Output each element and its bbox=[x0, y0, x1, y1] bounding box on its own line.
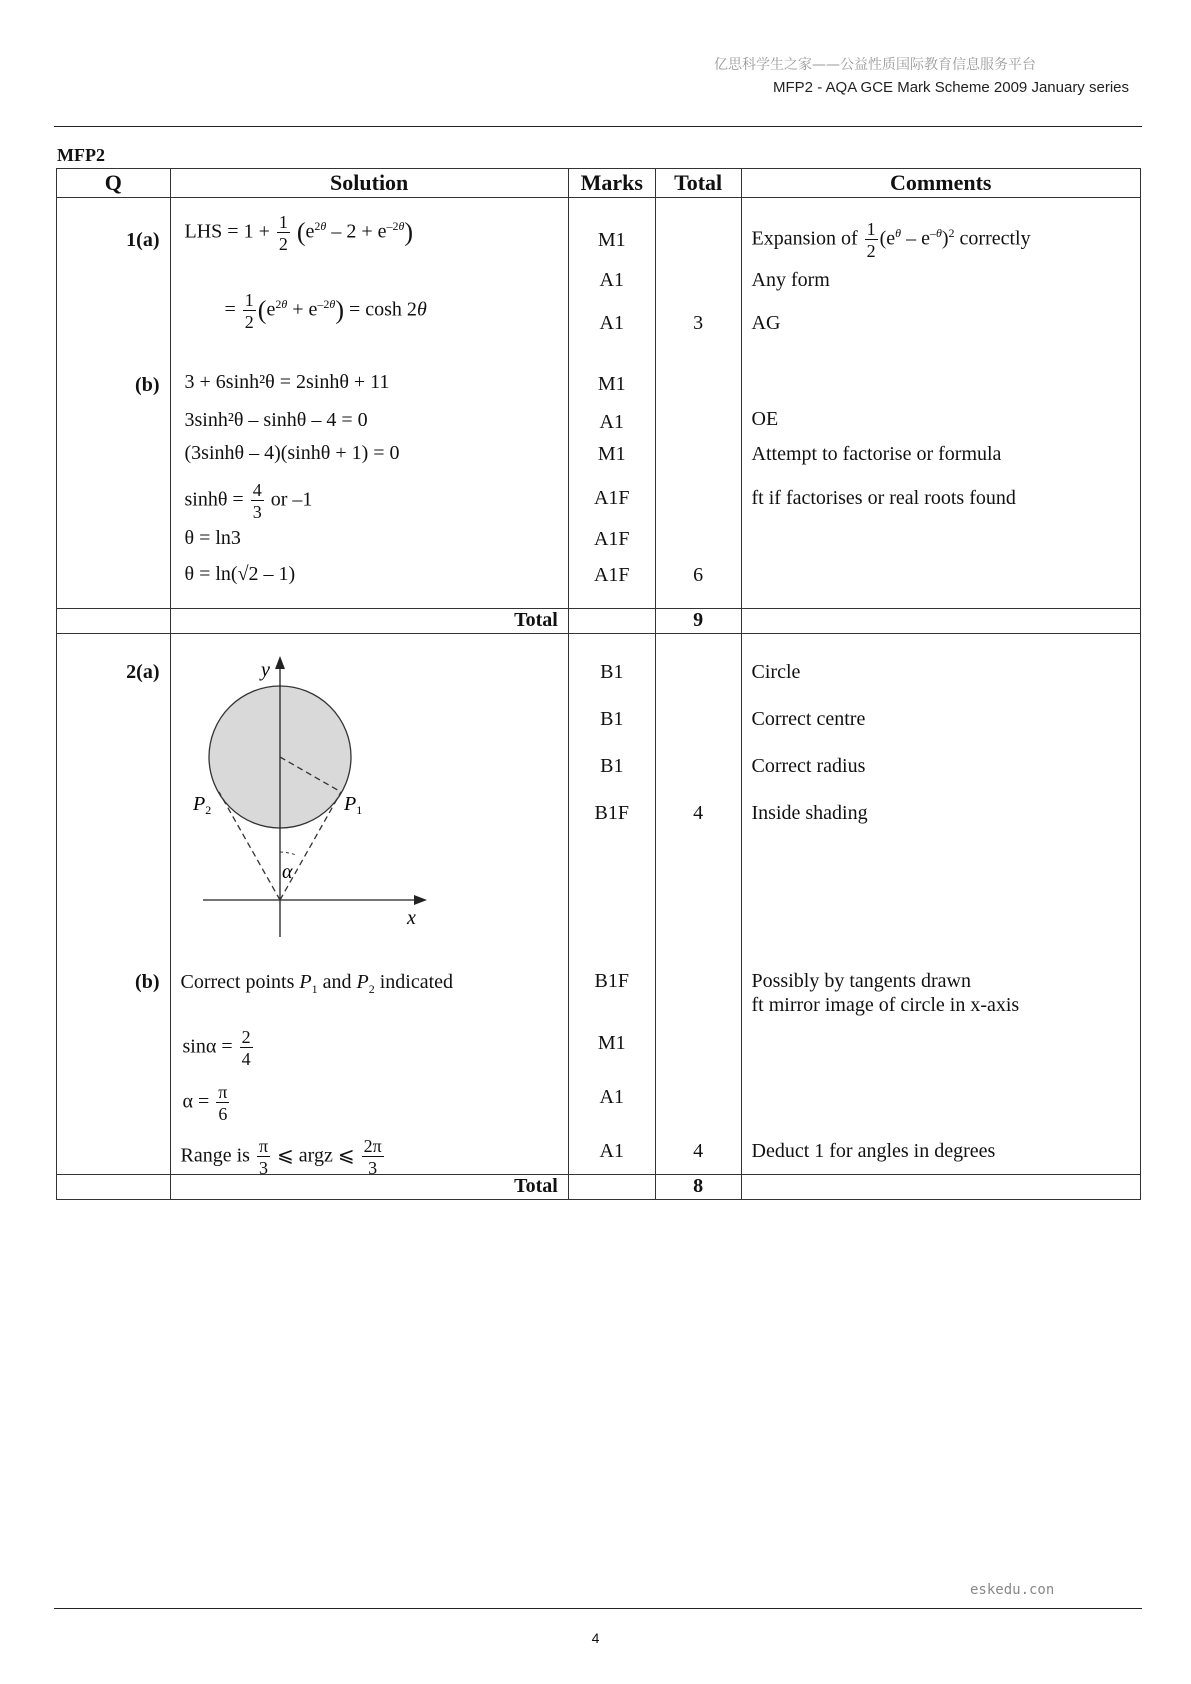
q1-total-value: 9 bbox=[655, 609, 741, 634]
comment: Attempt to factorise or formula bbox=[751, 443, 1002, 465]
header-total: Total bbox=[655, 169, 741, 198]
q2-solution-cell bbox=[170, 634, 568, 1178]
q1-label-cell bbox=[57, 198, 171, 609]
empty-cell bbox=[57, 1175, 171, 1200]
mark: B1 bbox=[600, 708, 624, 730]
q2a-total: 4 bbox=[693, 802, 704, 824]
y-axis-label: y bbox=[260, 659, 270, 681]
q2-marks-cell bbox=[568, 634, 655, 1175]
empty-cell bbox=[568, 1175, 655, 1200]
mark: A1 bbox=[599, 1140, 624, 1162]
header-marks: Marks bbox=[568, 169, 655, 198]
p2-label: $P_2$ bbox=[192, 793, 211, 817]
q1-comments-cell bbox=[741, 198, 1140, 609]
footer-site: eskedu.con bbox=[970, 1582, 1055, 1598]
argand-diagram bbox=[179, 652, 439, 952]
mark: A1F bbox=[593, 528, 630, 550]
mark: B1 bbox=[600, 755, 624, 777]
mark: A1 bbox=[599, 269, 624, 291]
comment: Possibly by tangents drawn bbox=[751, 970, 971, 992]
empty-cell bbox=[57, 609, 171, 634]
q1a-line2: = $\frac{1}{2}$ $(e^{2\theta} + e^{-2\theta}) = \cosh 2\theta$ bbox=[224, 290, 427, 332]
q1-solution-cell bbox=[170, 198, 568, 609]
comment: Inside shading bbox=[751, 802, 868, 824]
table-row-q1 bbox=[57, 198, 1141, 609]
header-site-name: 亿思科学生之家——公益性质国际教育信息服务平台 bbox=[714, 57, 1036, 73]
comment: Any form bbox=[751, 269, 830, 291]
comment: AG bbox=[751, 312, 781, 334]
mark: A1F bbox=[593, 487, 630, 509]
x-axis-arrow bbox=[414, 895, 427, 905]
table-row-q2 bbox=[57, 634, 1141, 1175]
q1a-label: 1(a) bbox=[126, 229, 160, 251]
q1-marks-cell bbox=[568, 198, 655, 609]
p1-label: $P_1$ bbox=[343, 793, 362, 817]
half-fraction: $\frac{1}{2}$ bbox=[278, 212, 288, 254]
q1a-lhs-prefix: LHS = 1 + bbox=[184, 220, 270, 243]
header-solution: Solution bbox=[170, 169, 568, 198]
mark: M1 bbox=[597, 229, 626, 251]
q2a-label: 2(a) bbox=[126, 661, 160, 683]
x-axis-label: x bbox=[406, 907, 416, 929]
q1b-line3: (3sinhθ – 4)(sinhθ + 1) = 0 bbox=[184, 442, 400, 464]
header-rule bbox=[54, 126, 1142, 127]
mark: M1 bbox=[597, 373, 626, 395]
header-comments: Comments bbox=[741, 169, 1140, 198]
q1a-total: 3 bbox=[693, 312, 704, 334]
empty-cell bbox=[741, 609, 1140, 634]
q1a-line1: LHS = 1 + $\frac{1}{2}$ $(e^{2\theta} - 2 + e^{-2\theta})$ bbox=[184, 212, 414, 254]
q2b-alpha-line: α = $\frac{\pi}{6}$ bbox=[182, 1082, 228, 1124]
q2b-total: 4 bbox=[693, 1140, 704, 1162]
empty-cell bbox=[568, 609, 655, 634]
mark: A1 bbox=[599, 411, 624, 433]
q1b-label: (b) bbox=[135, 374, 160, 396]
mark: B1F bbox=[594, 802, 630, 824]
section-label: MFP2 bbox=[57, 145, 105, 165]
empty-cell bbox=[741, 1175, 1140, 1200]
header-q: Q bbox=[57, 169, 171, 198]
comment: Correct radius bbox=[751, 755, 866, 777]
alpha-label: α bbox=[281, 861, 292, 883]
q1b-line5: θ = ln3 bbox=[184, 527, 241, 549]
q1b-line2: 3sinh²θ – sinhθ – 4 = 0 bbox=[184, 409, 368, 431]
q1-total-cell bbox=[655, 198, 741, 609]
angle-arc bbox=[280, 852, 296, 855]
q2-total-cell bbox=[655, 634, 741, 1175]
q2-total-label: Total bbox=[170, 1175, 568, 1200]
y-axis-arrow bbox=[275, 656, 285, 669]
page-number: 4 bbox=[591, 1630, 600, 1646]
mark: A1 bbox=[599, 312, 624, 334]
q2b-sin-line: sinα = $\frac{2}{4}$ bbox=[182, 1027, 251, 1069]
comment: Deduct 1 for angles in degrees bbox=[751, 1140, 996, 1162]
comment: Circle bbox=[751, 661, 801, 683]
q1b-line6: θ = ln(√2 – 1) bbox=[184, 563, 296, 585]
mark: M1 bbox=[597, 1032, 626, 1054]
comment-expansion: Expansion of $\frac{1}{2}$ $(e^\theta - e^{-\theta})^2$ correctly bbox=[751, 219, 1031, 261]
mark: A1F bbox=[593, 564, 630, 586]
q2b-label: (b) bbox=[135, 971, 160, 993]
comment: Correct centre bbox=[751, 708, 866, 730]
table-row-q1-total bbox=[57, 609, 1141, 634]
q2-total-value: 8 bbox=[655, 1175, 741, 1200]
comment: ft if factorises or real roots found bbox=[751, 487, 1016, 509]
q2-label-cell bbox=[57, 634, 171, 1175]
header-document-title: MFP2 - AQA GCE Mark Scheme 2009 January series bbox=[773, 79, 1129, 96]
q1b-line1: 3 + 6sinh²θ = 2sinhθ + 11 bbox=[184, 371, 390, 393]
mark-scheme-table bbox=[56, 168, 1141, 1200]
q1-total-label: Total bbox=[170, 609, 568, 634]
mark: A1 bbox=[599, 1086, 624, 1108]
q1b-line4: sinhθ = $\frac{4}{3}$ or –1 bbox=[184, 480, 313, 522]
comment: OE bbox=[751, 408, 779, 430]
mark: M1 bbox=[597, 443, 626, 465]
q2-comments-cell bbox=[741, 634, 1140, 1175]
comment: ft mirror image of circle in x-axis bbox=[751, 994, 1020, 1016]
q2b-range-line: Range is $\frac{\pi}{3}$ ⩽ argz ⩽ $\frac{2\pi}{3}$ bbox=[180, 1136, 382, 1178]
mark: B1F bbox=[594, 970, 630, 992]
mark: B1 bbox=[600, 661, 624, 683]
q1b-total: 6 bbox=[693, 564, 704, 586]
table-row-q2-total bbox=[57, 1175, 1141, 1200]
q2b-points-line: Correct points $P_1$ and $P_2$ indicated bbox=[180, 971, 454, 996]
footer-rule bbox=[54, 1608, 1142, 1609]
table-header-row bbox=[57, 169, 1141, 198]
